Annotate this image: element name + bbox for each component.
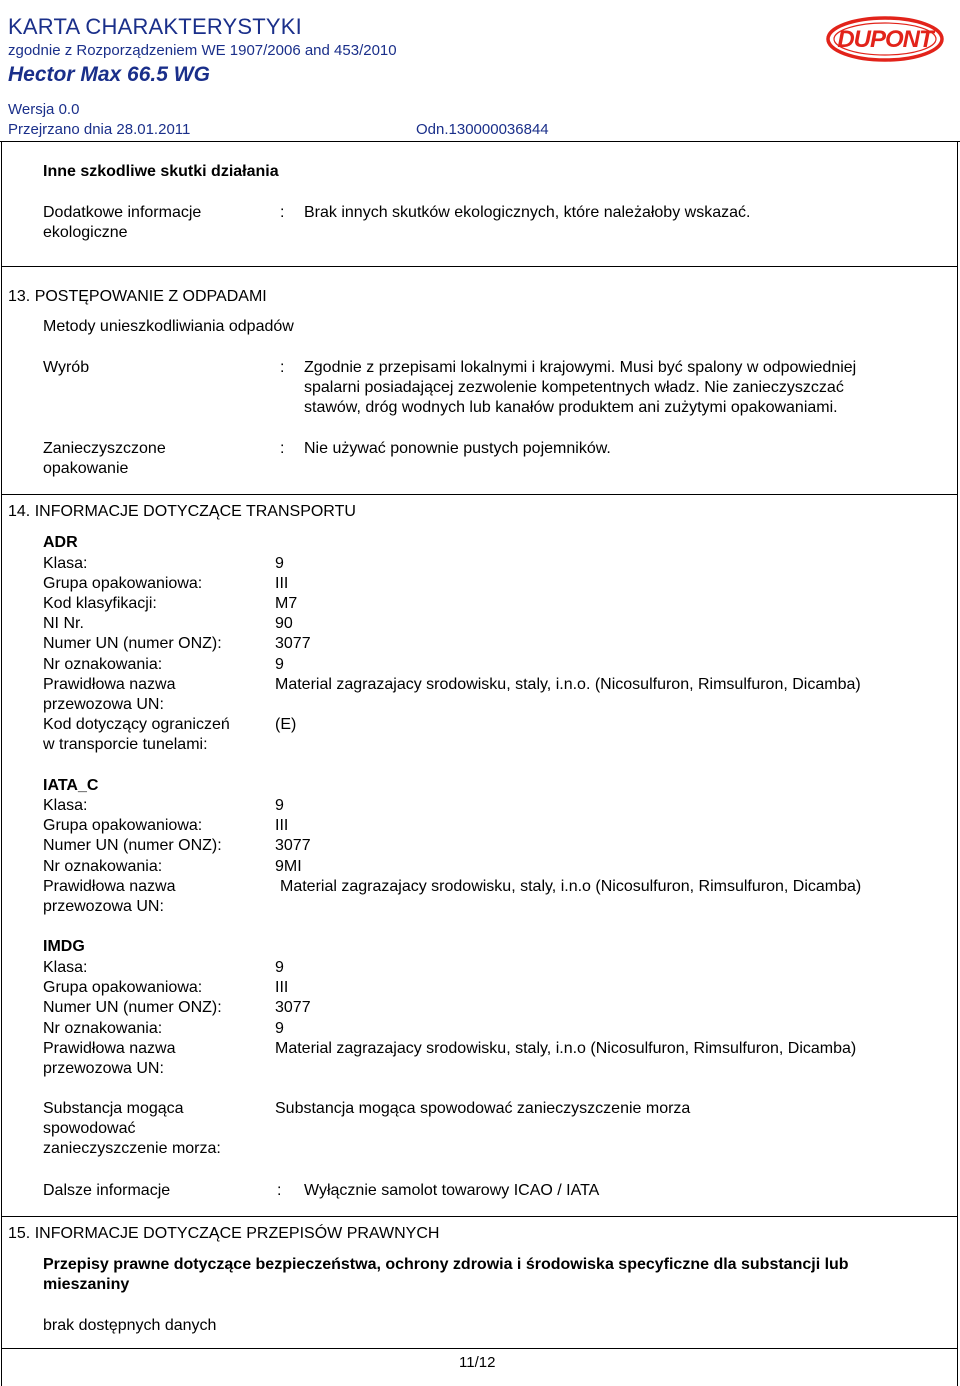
product-text-line: stawów, dróg wodnych lub kanałów produktem ani zużytymi opakowaniami. [304, 399, 838, 416]
dupont-logo-icon [826, 16, 944, 62]
other-effects-heading: Inne szkodliwe skutki działania [43, 163, 279, 180]
iata-row-value: 3077 [275, 837, 311, 854]
iata-row-label: Grupa opakowaniowa: [43, 817, 203, 834]
reference-number: Odn.130000036844 [416, 121, 549, 138]
imdg-shipping-value: Material zagrazajacy srodowisku, staly, i.n.o (Nicosulfuron, Rimsulfuron, Dicamba) [275, 1040, 857, 1057]
regulations-text: brak dostępnych danych [43, 1317, 217, 1334]
iata-shipping-label: Prawidłowa nazwa [43, 878, 176, 895]
regulations-subheading-2: mieszaniny [43, 1276, 130, 1293]
frame-left [1, 141, 2, 1386]
colon: : [277, 1182, 282, 1199]
product-name: Hector Max 66.5 WG [8, 63, 210, 86]
adr-title: ADR [43, 534, 78, 551]
section-divider [1, 1216, 957, 1217]
adr-row-label: Numer UN (numer ONZ): [43, 635, 222, 652]
adr-row-value: M7 [275, 595, 298, 612]
product-text-line: spalarni posiadającej zezwolenie kompetentnych władz. Nie zanieczyszczać [304, 379, 844, 396]
regulations-subheading: Przepisy prawne dotyczące bezpieczeństwa, ochrony zdrowia i środowiska specyficzne dla substancji lub [43, 1256, 849, 1273]
adr-row-label: Kod klasyfikacji: [43, 595, 157, 612]
iata-row-label: Numer UN (numer ONZ): [43, 837, 222, 854]
extra-info-label: Dodatkowe informacje [43, 204, 202, 221]
logo-text: DUPONT [837, 26, 933, 53]
adr-row-value: 9 [275, 555, 284, 572]
imdg-row-label: Klasa: [43, 959, 88, 976]
adr-row-value: III [275, 575, 289, 592]
iata-row-value: 9MI [275, 858, 302, 875]
adr-tunnel-value: (E) [275, 716, 297, 733]
colon: : [280, 359, 285, 376]
iata-row-value: III [275, 817, 289, 834]
imdg-row-value: III [275, 979, 289, 996]
iata-row-label: Nr oznakowania: [43, 858, 163, 875]
product-label: Wyrób [43, 359, 90, 376]
section15-heading: 15. INFORMACJE DOTYCZĄCE PRZEPISÓW PRAWNYCH [8, 1225, 440, 1242]
imdg-marine-value: Substancja mogąca spowodować zanieczyszczenie morza [275, 1100, 691, 1117]
adr-row-label: Grupa opakowaniowa: [43, 575, 203, 592]
packaging-label: Zanieczyszczone [43, 440, 166, 457]
imdg-title: IMDG [43, 938, 85, 955]
version-line: Wersja 0.0 [8, 101, 80, 118]
adr-row-value: 90 [275, 615, 293, 632]
section14-heading: 14. INFORMACJE DOTYCZĄCE TRANSPORTU [8, 503, 356, 520]
imdg-row-label: Grupa opakowaniowa: [43, 979, 203, 996]
adr-shipping-label-2: przewozowa UN: [43, 696, 164, 713]
section-divider [1, 266, 957, 267]
iata-shipping-label-2: przewozowa UN: [43, 898, 164, 915]
colon: : [280, 204, 285, 221]
imdg-row-label: Numer UN (numer ONZ): [43, 999, 222, 1016]
adr-row-label: NI Nr. [43, 615, 84, 632]
imdg-marine-label: Substancja mogąca [43, 1100, 184, 1117]
adr-row-label: Klasa: [43, 555, 88, 572]
section-divider [1, 494, 957, 495]
revision-date: Przejrzano dnia 28.01.2011 [8, 121, 191, 138]
imdg-shipping-label-2: przewozowa UN: [43, 1060, 164, 1077]
adr-tunnel-label-2: w transporcie tunelami: [43, 736, 208, 753]
iata-shipping-value: Material zagrazajacy srodowisku, staly, i.n.o (Nicosulfuron, Rimsulfuron, Dicamba) [280, 878, 862, 895]
imdg-row-value: 3077 [275, 999, 311, 1016]
adr-row-value: 3077 [275, 635, 311, 652]
product-text-line: Zgodnie z przepisami lokalnymi i krajowymi. Musi być spalony w odpowiedniej [304, 359, 857, 376]
colon: : [280, 440, 285, 457]
iata-title: IATA_C [43, 777, 99, 794]
section13-heading: 13. POSTĘPOWANIE Z ODPADAMI [8, 288, 267, 305]
imdg-row-value: 9 [275, 1020, 284, 1037]
imdg-shipping-label: Prawidłowa nazwa [43, 1040, 176, 1057]
page-number: 11/12 [459, 1354, 496, 1371]
document-title: KARTA CHARAKTERYSTYKI [8, 14, 302, 39]
imdg-row-label: Nr oznakowania: [43, 1020, 163, 1037]
imdg-marine-label-3: zanieczyszczenie morza: [43, 1140, 221, 1157]
imdg-row-value: 9 [275, 959, 284, 976]
packaging-label-2: opakowanie [43, 460, 129, 477]
extra-info-value: Brak innych skutków ekologicznych, które należałoby wskazać. [304, 204, 751, 221]
adr-tunnel-label: Kod dotyczący ograniczeń [43, 716, 230, 733]
more-info-value: Wyłącznie samolot towarowy ICAO / IATA [304, 1182, 600, 1199]
header-divider [0, 141, 960, 142]
extra-info-label-2: ekologiczne [43, 224, 128, 241]
regulation-line: zgodnie z Rozporządzeniem WE 1907/2006 and 453/2010 [8, 42, 397, 59]
adr-shipping-value: Material zagrazajacy srodowisku, staly, i.n.o. (Nicosulfuron, Rimsulfuron, Dicamba) [275, 676, 861, 693]
adr-row-value: 9 [275, 656, 284, 673]
footer-divider [1, 1348, 957, 1349]
adr-row-label: Nr oznakowania: [43, 656, 163, 673]
packaging-value: Nie używać ponownie pustych pojemników. [304, 440, 611, 457]
iata-row-label: Klasa: [43, 797, 88, 814]
more-info-label: Dalsze informacje [43, 1182, 171, 1199]
imdg-marine-label-2: spowodować [43, 1120, 136, 1137]
disposal-methods-heading: Metody unieszkodliwiania odpadów [43, 318, 294, 335]
frame-right [957, 141, 958, 1386]
adr-shipping-label: Prawidłowa nazwa [43, 676, 176, 693]
iata-row-value: 9 [275, 797, 284, 814]
